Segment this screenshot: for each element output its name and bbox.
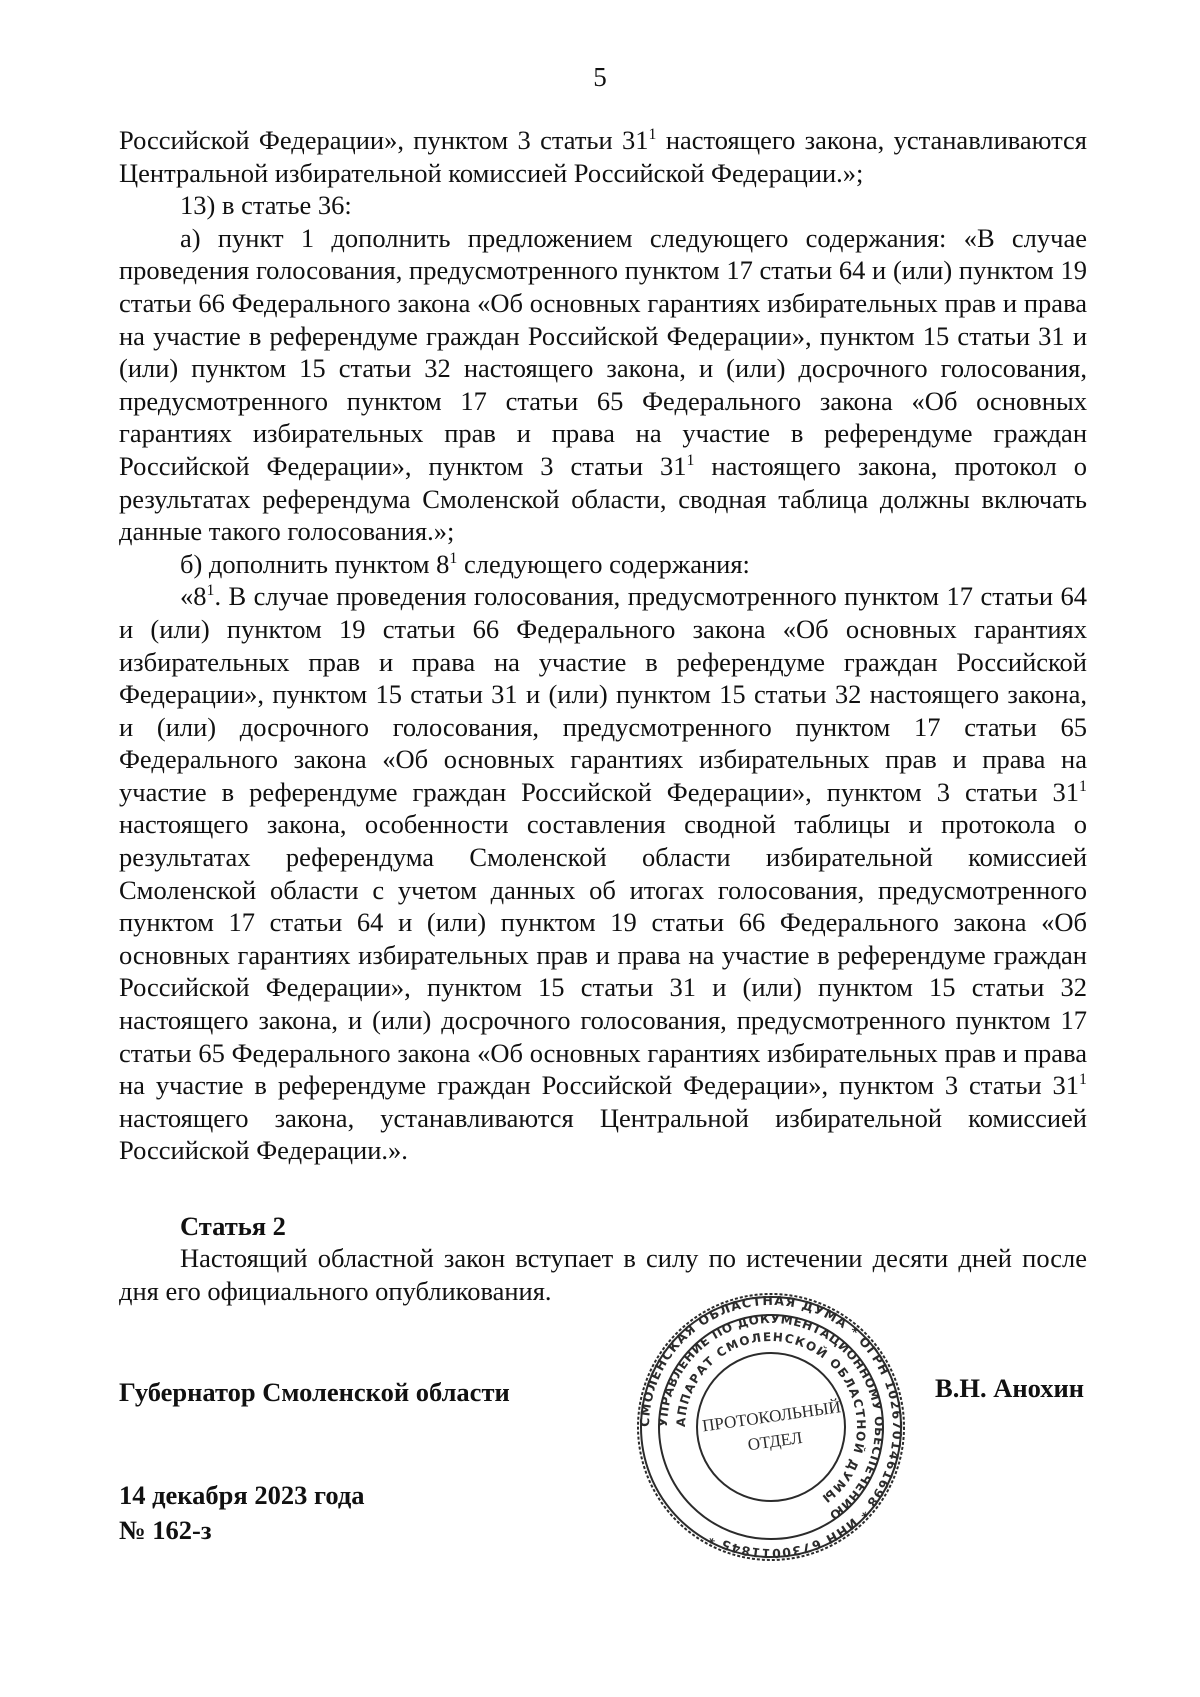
- stamp-outer-ring-text: СМОЛЕНСКАЯ ОБЛАСТНАЯ ДУМА * ОГРН 1026701461698 * ИНН 6730011845 *: [636, 1292, 906, 1562]
- text-run: настоящего закона, протокол о результатах референдума Смоленской области, сводная таблица должны включать данные такого голосования.»;: [119, 450, 1087, 547]
- text-run: следующего содержания:: [457, 548, 750, 579]
- article-2-text: Настоящий областной закон вступает в силу по истечении десяти дней после дня его официального опубликования.: [119, 1243, 1087, 1306]
- text-run: а) пункт 1 дополнить предложением следующего содержания: «В случае проведения голосования, предусмотренного пунктом 17 статьи 64 и (или) пунктом 19 статьи 66 Федерального закона «Об основных гарантиях избирательных прав и права на участие в референдуме граждан Российской Федерации», пунктом 15 статьи 31 и (или) пунктом 15 статьи 32 настоящего закона, и (или) досрочного голосования, предусмотренного пунктом 17 статьи 65 Федерального закона «Об основных гарантиях избирательных прав и права на участие в референдуме граждан Российской Федерации», пунктом 3 статьи 31: [119, 222, 1087, 481]
- paragraph-subitem-a: [119, 222, 1087, 548]
- superscript: 1: [686, 452, 695, 470]
- stamp-center-line-1: ПРОТОКОЛЬНЫЙ: [701, 1397, 842, 1436]
- superscript: 1: [1079, 1071, 1087, 1089]
- text-run: настоящего закона, устанавливаются Центральной избирательной комиссией Российской Федерации.»;: [119, 125, 1087, 188]
- paragraph-continuation: [119, 124, 1087, 189]
- paragraph-item-13: [119, 189, 1087, 222]
- paragraph-subitem-b: [119, 548, 1087, 581]
- law-date: 14 декабря 2023 года: [119, 1480, 365, 1510]
- stamp-seal-icon: [636, 1292, 906, 1562]
- page-number: 5: [593, 62, 607, 92]
- text-run: 13) в статье 36:: [180, 190, 352, 221]
- stamp-middle-ring-text: УПРАВЛЕНИЕ ПО ДОКУМЕНТАЦИОННОМУ ОБЕСПЕЧЕНИЮ: [655, 1311, 887, 1523]
- article-2-heading: Статья 2: [180, 1211, 286, 1241]
- text-run: настоящего закона, устанавливаются Центральной избирательной комиссией Российской Федерации.».: [119, 1102, 1087, 1166]
- law-number: № 162-з: [119, 1515, 212, 1545]
- text-run: б) дополнить пунктом 8: [180, 548, 450, 579]
- superscript: 1: [1079, 778, 1087, 796]
- superscript: 1: [648, 126, 657, 144]
- superscript: 1: [206, 582, 215, 600]
- text-run: настоящего закона, особенности составления сводной таблицы и протокола о результатах референдума Смоленской области избирательной комиссией Смоленской области с учетом данных об итогах голосования, предусмотренного пунктом 17 статьи 64 и (или) пунктом 19 статьи 66 Федерального закона «Об основных гарантиях избирательных прав и права на участие в референдуме граждан Российской Федерации», пунктом 15 статьи 31 и (или) пунктом 15 статьи 32 настоящего закона, и (или) досрочного голосования, предусмотренного пунктом 17 статьи 65 Федерального закона «Об основных гарантиях избирательных прав и права на участие в референдуме граждан Российской Федерации», пунктом 3 статьи 31: [119, 809, 1087, 1101]
- stamp-inner-ring-text: АППАРАТ СМОЛЕНСКОЙ ОБЛАСТНОЙ ДУМЫ: [673, 1329, 869, 1507]
- text-run: Российской Федерации», пунктом 3 статьи 31: [119, 125, 649, 155]
- stamp-center-line-2: ОТДЕЛ: [746, 1427, 804, 1455]
- superscript: 1: [449, 549, 458, 567]
- signatory-title: Губернатор Смоленской области: [119, 1377, 510, 1407]
- official-stamp: [636, 1292, 906, 1562]
- text-run: . В случае проведения голосования, предусмотренного пунктом 17 статьи 64 и (или) пунктом 19 статьи 66 Федерального закона «Об основных гарантиях избирательных прав и права на участие в референдуме граждан Российской Федерации», пунктом 15 статьи 31 и (или) пунктом 15 статьи 32 настоящего закона, и (или) досрочного голосования, предусмотренного пунктом 17 статьи 65 Федерального закона «Об основных гарантиях избирательных прав и права на участие в референдуме граждан Российской Федерации», пунктом 3 статьи 31: [119, 581, 1087, 807]
- text-run: «8: [180, 581, 207, 612]
- paragraph-point-8-1: [119, 580, 1087, 1167]
- signatory-name: В.Н. Анохин: [935, 1373, 1084, 1403]
- document-body: [119, 124, 1087, 1167]
